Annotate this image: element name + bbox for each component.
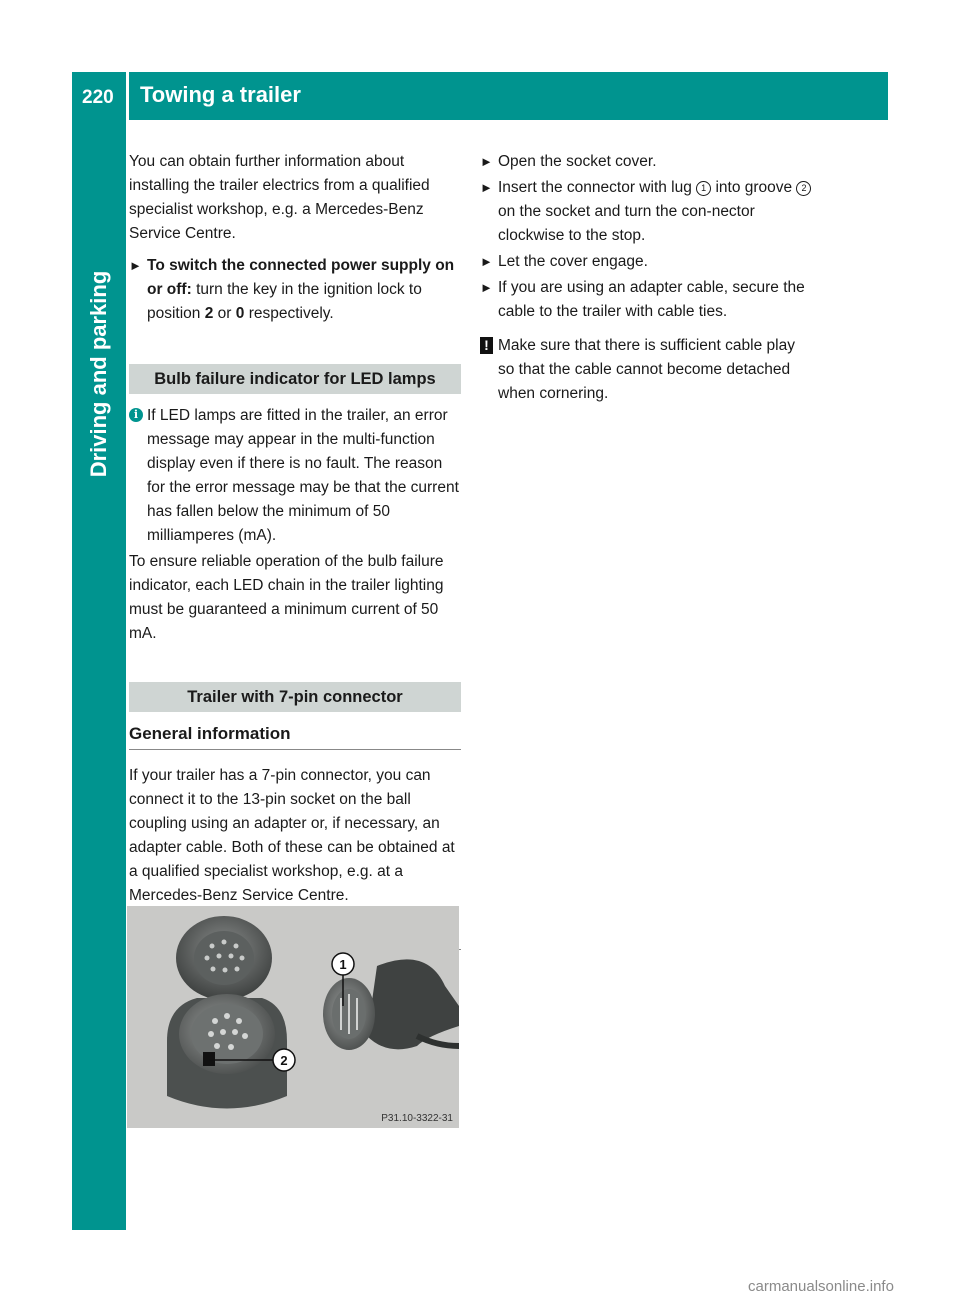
arrow-icon: ►: [129, 258, 142, 273]
step-secure-cable: [480, 276, 815, 324]
warning-note: [480, 334, 815, 406]
switch-text-end: respectively.: [244, 305, 334, 322]
callout-ref-1: 1: [696, 181, 711, 196]
step-text: Insert the connector with lug: [498, 179, 697, 196]
watermark: carmanualsonline.info: [748, 1278, 894, 1295]
right-column: [480, 150, 815, 406]
step-insert-connector: [480, 176, 815, 248]
step-text: Let the cover engage.: [498, 253, 648, 270]
callout-1-label: 1: [339, 957, 347, 972]
or-text: or: [213, 305, 236, 322]
position-0: 0: [235, 305, 245, 322]
trailer-7pin-heading: Trailer with 7-pin connector: [129, 682, 461, 712]
adapter-figure: [127, 906, 459, 1128]
arrow-icon: ►: [480, 280, 493, 295]
general-info-paragraph: If your trailer has a 7-pin connector, you can connect it to the 13-pin socket on the ball coupling using an adapter or, if necessary, an adapter cable. Both of these can be obtained at a qualified specialist workshop, e.g. at a Mercedes-Benz Service Centre.: [129, 767, 455, 904]
arrow-icon: ►: [480, 180, 493, 195]
switch-text: turn the key in the ignition lock to position: [147, 281, 422, 322]
general-info-heading: General information: [129, 722, 461, 750]
arrow-icon: ►: [480, 154, 493, 169]
switch-bold: To switch the connected power supply on or off:: [147, 257, 455, 298]
intro-paragraph: You can obtain further information about installing the trailer electrics from a qualified specialist workshop, e.g. a Mercedes-Benz Service Centre.: [129, 153, 430, 242]
bulb-failure-heading: Bulb failure indicator for LED lamps: [129, 364, 461, 394]
callout-ref-2: 2: [796, 181, 811, 196]
switch-instruction: [129, 254, 461, 326]
info-icon: i: [129, 408, 143, 422]
left-column: [129, 150, 461, 964]
step-text: into groove: [711, 179, 797, 196]
info-note: [129, 404, 461, 548]
step-cover-engage: [480, 250, 815, 274]
side-tab-label: Driving and parking: [86, 270, 111, 478]
step-text: If you are using an adapter cable, secure the cable to the trailer with cable ties.: [498, 279, 805, 320]
bulb-paragraph: To ensure reliable operation of the bulb failure indicator, each LED chain in the trailer lighting must be guaranteed a minimum current of 50 mA.: [129, 553, 444, 642]
step-open-cover: [480, 150, 815, 174]
figure-code: P31.10-3322-31: [381, 1113, 453, 1124]
page-number: 220: [82, 87, 114, 108]
warning-icon: !: [480, 337, 493, 354]
step-text: Open the socket cover.: [498, 153, 657, 170]
warning-text: Make sure that there is sufficient cable play so that the cable cannot become detached when cornering.: [498, 337, 795, 402]
info-text: If LED lamps are fitted in the trailer, an error message may appear in the multi-function display even if there is no fault. The reason for the error message may be that the current has fallen below the minimum of 50 milliamperes (mA).: [147, 407, 459, 544]
step-text: on the socket and turn the con-nector clockwise to the stop.: [498, 203, 755, 244]
arrow-icon: ►: [480, 254, 493, 269]
header-divider: [126, 72, 129, 120]
page-title: Towing a trailer: [140, 82, 301, 107]
callout-2-label: 2: [280, 1053, 288, 1068]
socket-illustration: [127, 906, 459, 1128]
position-2: 2: [204, 305, 214, 322]
